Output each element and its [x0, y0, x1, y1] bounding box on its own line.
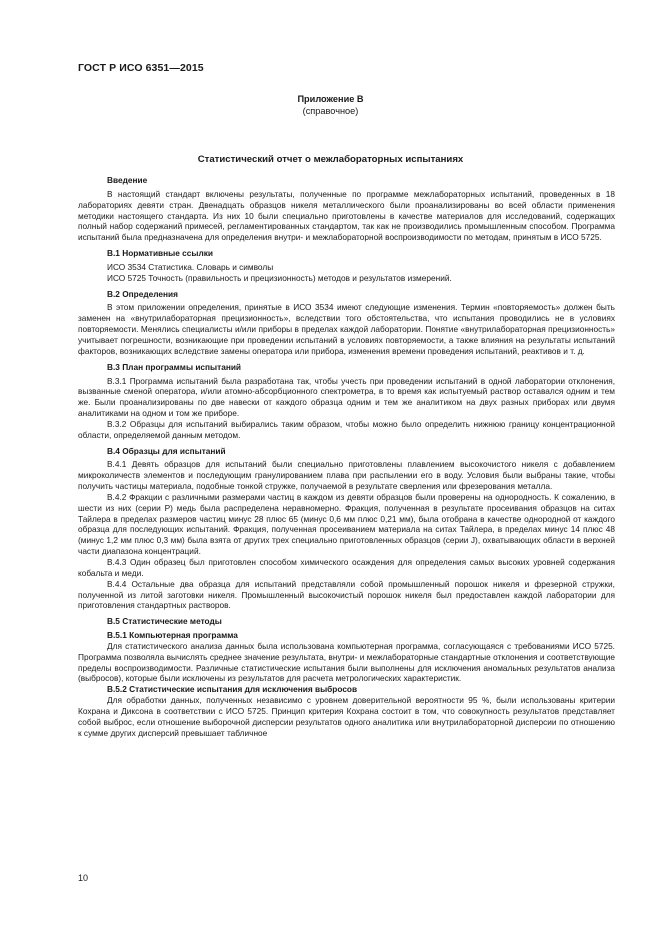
report-title: Статистический отчет о межлабораторных испытаниях: [197, 154, 464, 165]
report-body: [78, 175, 615, 739]
intro-paragraph: В настоящий стандарт включены результаты, полученные по программе межлабораторных испытаний, проведенных в 18 лабораториях девяти стран. Двенадцать образцов никеля металлического были проанализированы во всей области применения методики настоящего стандарта. Из них 10 были специально приготовлены в качестве материалов для исследований, содержащих полный набор содержаний примесей, регламентированных стандартом, так как не производились промышленным способом. Программа испытаний была предназначена для определения внутри- и межлабораторной воспроизводимости по методам, принятым в ИСО 5725.: [78, 188, 615, 243]
section-b3-1-paragraph: В.3.1 Программа испытаний была разработана так, чтобы учесть при проведении испытаний в одной лаборатории отклонения, вызванные сменой оператора, и/или атомно-абсорбционного спектрометра, в то время как испытуемый раствор оставался одним и тем же. Были проанализированы по две навески от каждого образца одним и тем же аналитиком на двух разных приборах или двумя аналитиками на одном и том же приборе.: [78, 375, 615, 419]
section-b5-heading: В.5 Статистические методы: [107, 616, 222, 627]
reference-item: ИСО 3534 Статистика. Словарь и символы: [107, 261, 274, 272]
section-b3-heading: В.3 План программы испытаний: [107, 361, 242, 372]
section-b5-2-heading: В.5.2 Статистические испытания для исключения выбросов: [107, 684, 358, 695]
section-b5-1-heading: В.5.1 Компьютерная программа: [107, 630, 238, 641]
appendix-label: Приложение В: [297, 94, 364, 104]
section-b4-2-paragraph: В.4.2 Фракции с различными размерами частиц в каждом из девяти образцов были проверены на однородность. К сожалению, в шести из них (серии Р) медь была распределена неравномерно. Фракция, полученная в результате просеивания образцов на ситах Тайлера в пределах размеров частиц минус 28 плюс 65 (минус 0,6 мм плюс 0,21 мм), была отобрана в качестве однородной от каждого образца для последующих испытаний. Фракция, полученная просеиванием материала на ситах Тайлера, в пределах минус 14 плюс 48 (минус 1,2 мм плюс 0,3 мм) была взята от других трех специально приготовленных образцов (серии J), охватывающих области в верхней части диапазона концентраций.: [78, 491, 615, 557]
section-b4-1-paragraph: В.4.1 Девять образцов для испытаний были специально приготовлены плавлением высокочистого никеля с добавлением микроколичеств элементов и последующим гранулированием плава при распылении его в воду. Условия были выбраны такие, чтобы получить частицы материала, подобные тонкой стружке, получаемой в результате сверления или фрезерования металла.: [78, 459, 615, 492]
section-b5-2-paragraph: Для обработки данных, полученных независимо с уровнем доверительной вероятности 95 %, были использованы критерии Кохрана и Диксона в соответствии с ИСО 5725. Принцип критерия Кохрана состоит в том, что совокупность результатов представляет собой выброс, если отношение выборочной дисперсии результатов одного аналитика или внутрилабораторной дисперсии по отношению к сумме других дисперсий превышает табличное: [78, 695, 615, 738]
intro-heading: Введение: [107, 175, 148, 185]
appendix-note: (справочное): [302, 106, 359, 116]
section-b3-2-paragraph: В.3.2 Образцы для испытаний выбирались таким образом, чтобы можно было определить нижнюю границу концентрационной области, определяемой данным методом.: [78, 418, 615, 440]
running-header: ГОСТ Р ИСО 6351—2015: [78, 62, 204, 74]
page-number: 10: [78, 873, 89, 883]
section-b2-paragraph: В этом приложении определения, принятые в ИСО 3534 имеют следующие изменения. Термин «повторяемость» должен быть заменен на «внутрилабораторная прецизионность», вследствии того обстоятельства, что испытания проводились не в условиях повторяемости. Менялись специалисты и/или приборы в пределах каждой лаборатории. Понятие «внутрилабораторная прецизионность» учитывает погрешности, возникающие при проведении испытаний в условиях повторяемости, а также влияния на результаты испытаний факторов, возникающих вследствие замены оператора или прибора, изменения времени проведения испытаний, реактивов и т. д.: [78, 302, 615, 356]
section-b1-heading: В.1 Нормативные ссылки: [107, 248, 213, 259]
reference-item: ИСО 5725 Точность (правильность и прецизионность) методов и результатов измерений.: [107, 272, 452, 283]
section-b4-heading: В.4 Образцы для испытаний: [107, 445, 226, 456]
section-b5-1-paragraph: Для статистического анализа данных была использована компьютерная программа, согласующаяся с требованиями ИСО 5725. Программа позволяла вычислять среднее значение результата, внутри- и межлабораторные стандартные отклонения и соответствующие пределы воспроизводимости. Различные статистические испытания были выполнены для исключения аномальных результатов анализа (выбросов), которые были исключены из результатов для расчета метрологических характеристик.: [78, 640, 615, 684]
section-b4-3-paragraph: В.4.3 Один образец был приготовлен способом химического осаждения для определения самых высоких уровней содержания кобальта и меди.: [78, 557, 615, 578]
section-b2-heading: В.2 Определения: [107, 288, 178, 299]
section-b4-4-paragraph: В.4.4 Остальные два образца для испытаний представляли собой промышленный порошок никеля и фрезерной стружки, полученной из литой заготовки никеля. Промышленный высокочистый порошок никеля был предоставлен каждой лаборатории для приготовления стандартных растворов.: [78, 578, 615, 611]
